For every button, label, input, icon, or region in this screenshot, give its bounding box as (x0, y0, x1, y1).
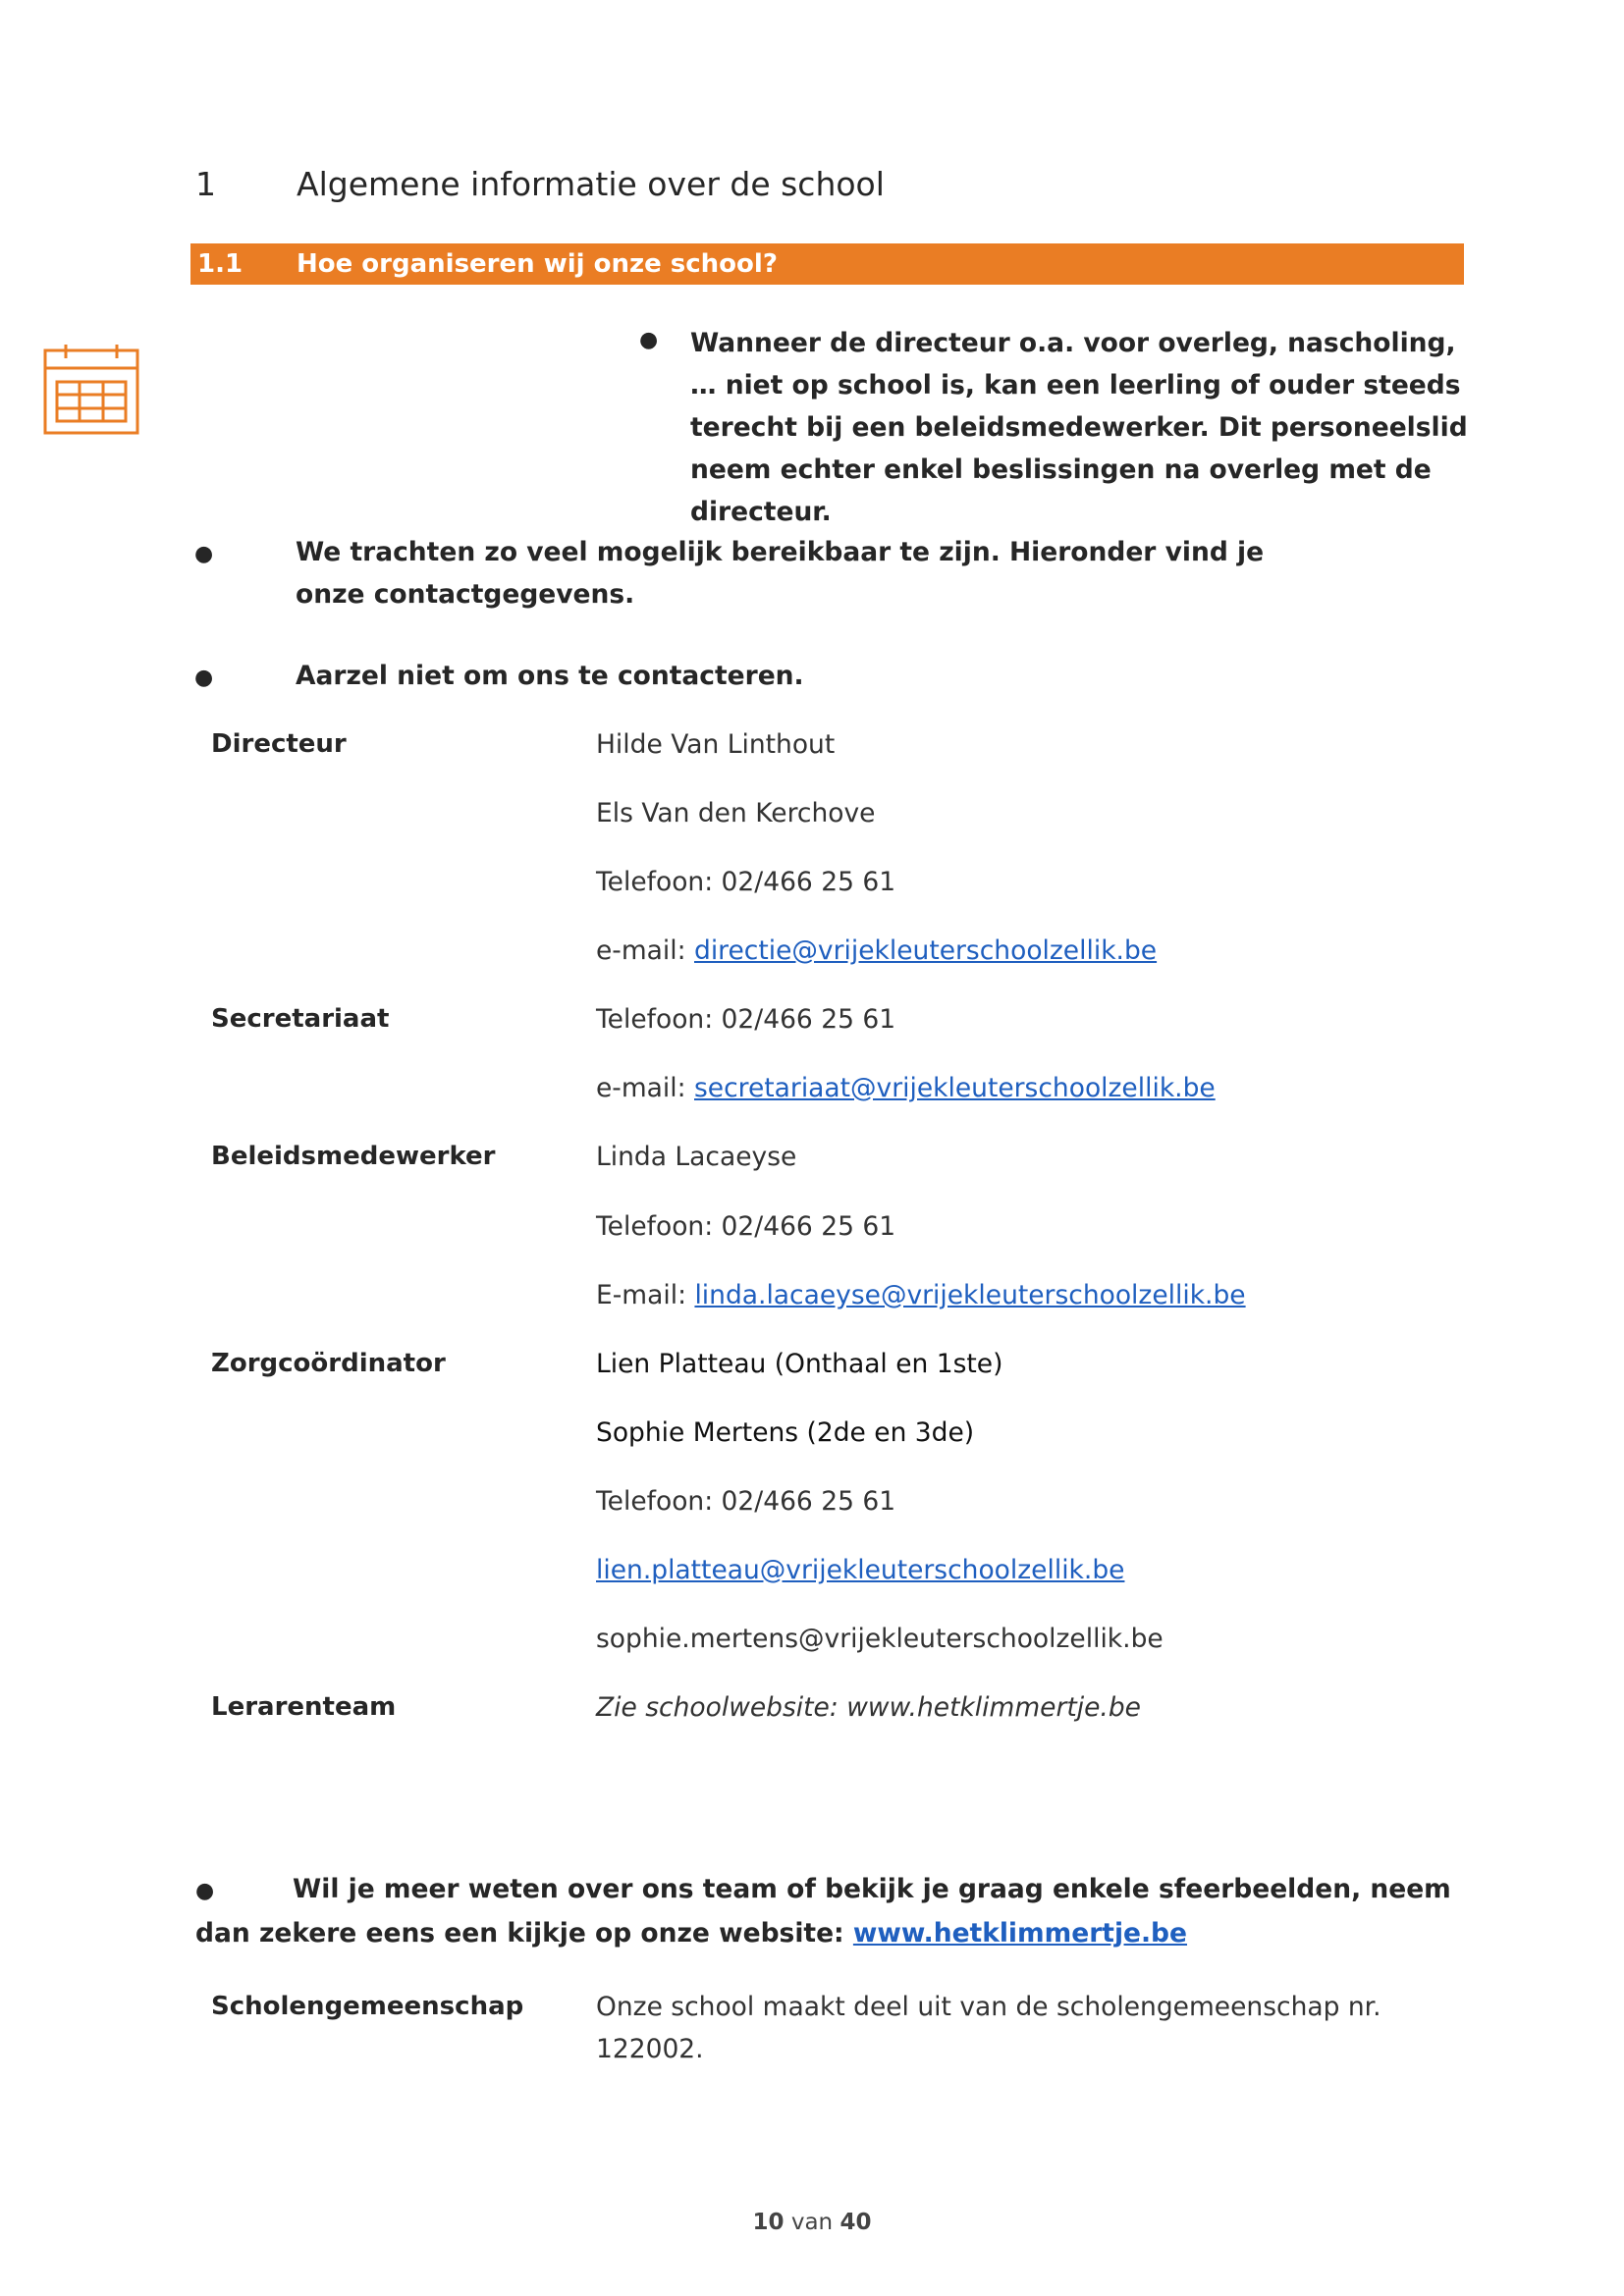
beleidsmedewerker-email-link[interactable]: linda.lacaeyse@vrijekleuterschoolzellik.be (694, 1280, 1246, 1310)
section-title: Hoe organiseren wij onze school? (297, 249, 778, 279)
directeur-email-line (596, 935, 1157, 966)
beleidsmedewerker-phone: Telefoon: 02/466 25 61 (596, 1211, 896, 1242)
secretariaat-email-line (596, 1073, 1216, 1103)
email-prefix: e-mail: (596, 1073, 694, 1103)
section-number: 1.1 (197, 249, 244, 279)
bullet-bereikbaar: We trachten zo veel mogelijk bereikbaar te zijn. Hieronder vind je onze contactgegevens. (296, 537, 1265, 610)
beleidsmedewerker-email-line (596, 1280, 1246, 1310)
bullet-website (195, 1868, 1472, 1954)
bullet-directeur-afwezig: Wanneer de directeur o.a. voor overleg, nascholing, … niet op school is, kan een leerling of ouder steeds terecht bij een beleidsmedewerker. Dit personeelslid neem echter enkel beslissingen na overleg met de directeur. (690, 328, 1468, 527)
section-heading-bar (190, 243, 1464, 285)
page-number: 10 (752, 2210, 785, 2235)
scholengemeenschap-line-2: 122002. (596, 2034, 704, 2064)
bullet-marker: ● (195, 1879, 215, 1903)
directeur-phone: Telefoon: 02/466 25 61 (596, 867, 896, 897)
label-scholengemeenschap: Scholengemeenschap (211, 1992, 524, 2021)
page-total: 40 (839, 2210, 872, 2235)
lerarenteam-value: Zie schoolwebsite: www.hetklimmertje.be (596, 1692, 1141, 1723)
secretariaat-email-link[interactable]: secretariaat@vrijekleuterschoolzellik.be (694, 1073, 1216, 1103)
bullet-marker: ● (194, 666, 214, 690)
label-directeur: Directeur (211, 729, 347, 759)
directeur-name-2: Els Van den Kerchove (596, 798, 876, 828)
email-prefix: e-mail: (596, 935, 694, 966)
website-link[interactable]: www.hetklimmertje.be (852, 1918, 1188, 1949)
website-intro: Wil je meer weten over ons team of bekijk je graag enkele sfeerbeelden, neem dan zekere eens een kijkje op onze website: (195, 1874, 1451, 1949)
chapter-number: 1 (195, 165, 216, 203)
secretariaat-phone: Telefoon: 02/466 25 61 (596, 1004, 896, 1035)
scholengemeenschap-line-1: Onze school maakt deel uit van de scholengemeenschap nr. (596, 1992, 1381, 2022)
zorgcoordinator-email-link-1[interactable]: lien.platteau@vrijekleuterschoolzellik.be (596, 1555, 1125, 1585)
label-lerarenteam: Lerarenteam (211, 1692, 397, 1722)
calendar-icon (43, 343, 139, 439)
chapter-title: Algemene informatie over de school (297, 165, 885, 203)
label-zorgcoordinator: Zorgcoördinator (211, 1349, 446, 1378)
directeur-email-link[interactable]: directie@vrijekleuterschoolzellik.be (694, 935, 1158, 966)
label-beleidsmedewerker: Beleidsmedewerker (211, 1142, 496, 1171)
bullet-aarzel: Aarzel niet om ons te contacteren. (296, 661, 804, 691)
email-prefix: E-mail: (596, 1280, 695, 1310)
bullet-marker: ● (639, 328, 659, 352)
chapter-heading (195, 165, 885, 203)
page-footer (0, 2210, 1624, 2235)
beleidsmedewerker-name: Linda Lacaeyse (596, 1142, 797, 1172)
zorgcoordinator-name-2: Sophie Mertens (2de en 3de) (596, 1417, 975, 1448)
bullet-marker: ● (194, 542, 214, 566)
zorgcoordinator-phone: Telefoon: 02/466 25 61 (596, 1486, 896, 1517)
label-secretariaat: Secretariaat (211, 1004, 390, 1034)
zorgcoordinator-name-1: Lien Platteau (Onthaal en 1ste) (596, 1349, 1003, 1379)
directeur-name-1: Hilde Van Linthout (596, 729, 836, 760)
page-of: van (790, 2210, 834, 2235)
zorgcoordinator-email-2: sophie.mertens@vrijekleuterschoolzellik.be (596, 1624, 1164, 1654)
